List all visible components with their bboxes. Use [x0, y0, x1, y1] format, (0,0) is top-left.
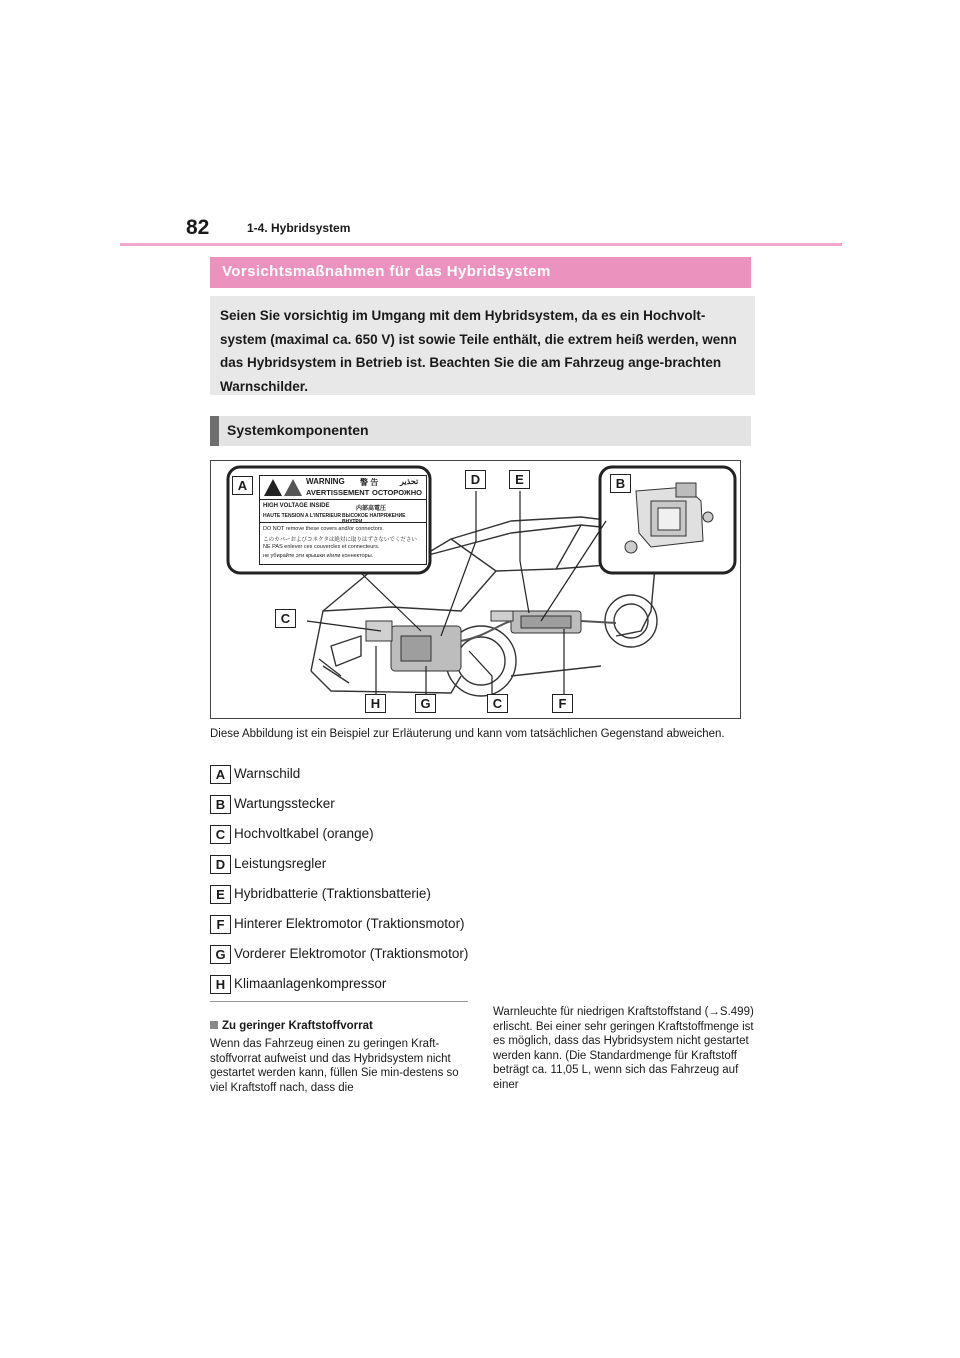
legend-text: Hochvoltkabel (orange): [234, 826, 374, 841]
warning-triangle-icon: [264, 479, 282, 496]
legend-text: Wartungsstecker: [234, 796, 335, 811]
figure-callout-a: A: [232, 476, 253, 495]
legend-letter: E: [210, 885, 231, 904]
label-hv-fr: HAUTE TENSION A L'INTERIEUR: [263, 513, 342, 519]
figure-callout-c-bottom: C: [487, 694, 508, 713]
section-divider: [210, 1001, 468, 1002]
label-line-1: DO NOT remove these covers and/or connectors.: [263, 526, 384, 532]
figure-callout-b: B: [610, 474, 631, 493]
components-heading: Systemkomponenten: [210, 416, 751, 446]
label-line-2: このカバーおよびコネクタは絶対に取りはずさないでください: [263, 537, 417, 543]
legend-text: Hybridbatterie (Traktionsbatterie): [234, 886, 431, 901]
square-bullet-icon: [210, 1021, 218, 1029]
label-line-4: не убирайте эти крышки и/или коннекторы.: [263, 553, 374, 559]
figure-callout-d: D: [465, 470, 486, 489]
label-hv-jp: 内部高電圧: [356, 506, 387, 512]
legend-text: Hinterer Elektromotor (Traktionsmotor): [234, 916, 465, 931]
legend-text: Klimaanlagenkompressor: [234, 976, 387, 991]
legend-letter: G: [210, 945, 231, 964]
legend-text: Vorderer Elektromotor (Traktionsmotor): [234, 946, 469, 961]
legend-letter: B: [210, 795, 231, 814]
figure-callout-e: E: [509, 470, 530, 489]
figure-callout-c-left: C: [275, 609, 296, 628]
label-ostorozhno: ОСТОРОЖНО: [372, 488, 422, 497]
note-text-left: Wenn das Fahrzeug einen zu geringen Kraft-stoffvorrat aufweist und das Hybridsystem nicht gestartet werden kann, füllen Sie min-destens so viel Kraftstoff nach, dass die: [210, 1038, 459, 1094]
legend-letter: H: [210, 975, 231, 994]
section-reference: 1-4. Hybridsystem: [247, 221, 351, 235]
label-warning-jp: 警 告: [360, 478, 379, 487]
label-line-3: NE PAS enlever ces couvercles et connecteurs.: [263, 544, 380, 550]
figure-callout-h: H: [365, 694, 386, 713]
page-number: 82: [186, 216, 210, 239]
warning-box: Seien Sie vorsichtig im Umgang mit dem Hybridsystem, da es ein Hochvolt-system (maximal ca. 650 V) ist sowie Teile enthält, die extrem heiß werden, wenn das Hybridsystem in Betrieb ist. Beachten Sie die am Fahrzeug ange-brachten Warnschilder.: [210, 296, 755, 395]
figure-callout-f: F: [552, 694, 573, 713]
label-hv-inside: HIGH VOLTAGE INSIDE: [263, 503, 330, 509]
legend-text: Warnschild: [234, 766, 301, 781]
figure-callout-g: G: [415, 694, 436, 713]
label-warning-ar: تحذير: [400, 477, 419, 486]
lightning-icon: [284, 479, 302, 496]
note-heading-text: Zu geringer Kraftstoffvorrat: [222, 1020, 373, 1032]
label-avertissement: AVERTISSEMENT: [306, 488, 370, 497]
warning-label: [259, 475, 427, 565]
label-warning: WARNING: [306, 477, 345, 486]
note-heading: [210, 1020, 373, 1032]
legend-letter: C: [210, 825, 231, 844]
legend-letter: F: [210, 915, 231, 934]
figure-caption: Diese Abbildung ist ein Beispiel zur Erläuterung und kann vom tatsächlichen Gegenstand abweichen.: [210, 728, 725, 740]
label-hv-ru: ВЫСОКОЕ НАПРЯЖЕНИЕ: [342, 513, 406, 519]
note-text-right: Warnleuchte für niedrigen Kraftstoffstand (→S.499) erlischt. Bei einer sehr geringen Kraftstoffmenge ist es möglich, dass das Hybridsystem nicht gestartet werden kann. (Die Standardmenge für Kraftstoff beträgt ca. 11,05 L, wenn sich das Fahrzeug auf einer: [493, 1006, 754, 1091]
legend-letter: A: [210, 765, 231, 784]
header-rule: [120, 243, 842, 246]
legend-text: Leistungsregler: [234, 856, 327, 871]
legend-letter: D: [210, 855, 231, 874]
precautions-heading: Vorsichtsmaßnahmen für das Hybridsystem: [210, 257, 751, 288]
system-components-figure: [210, 460, 741, 719]
